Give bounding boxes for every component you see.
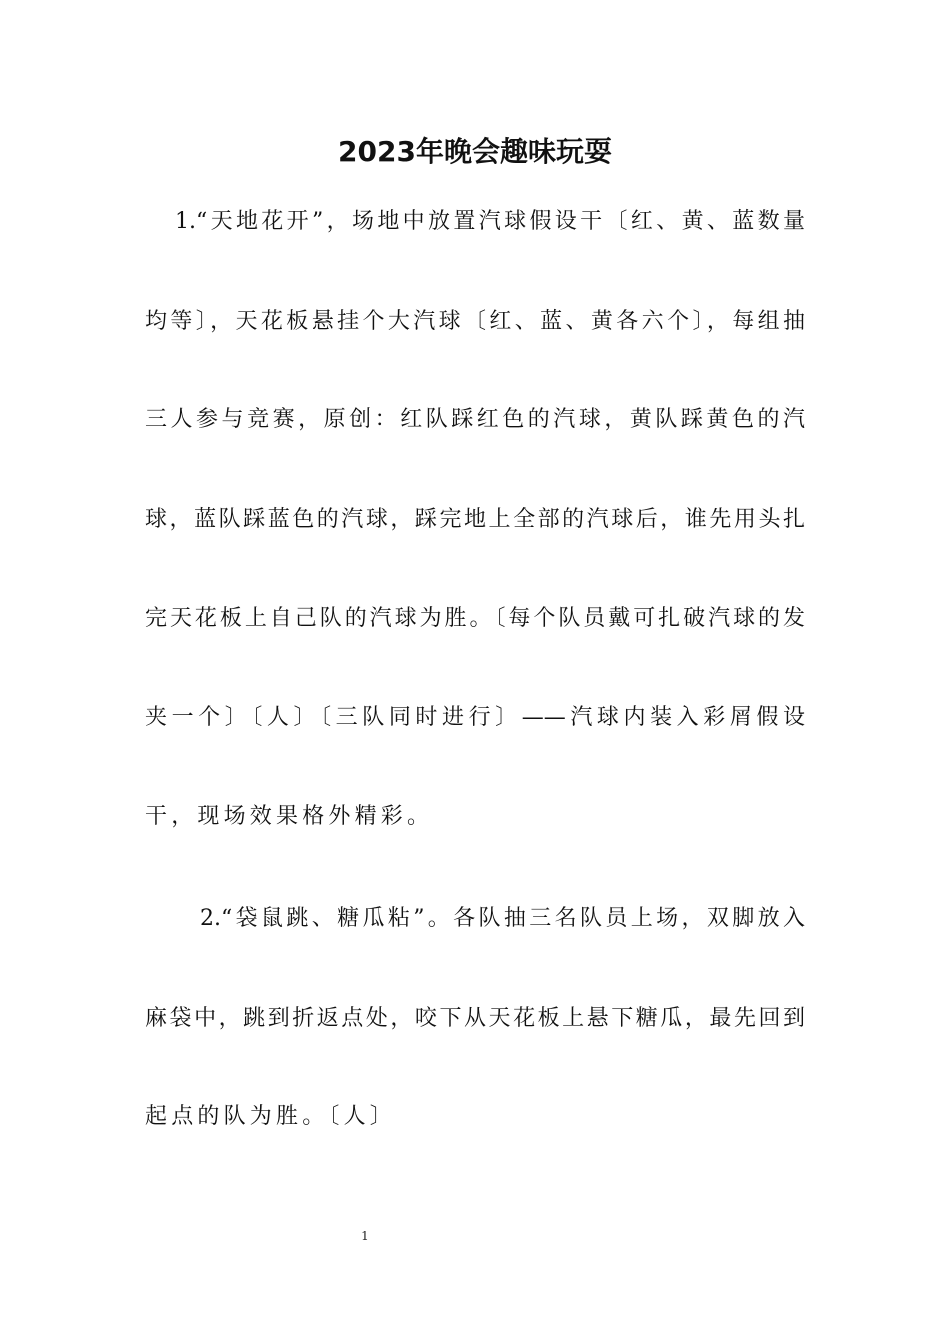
paragraph-1-line-2: 均等〕，天花板悬挂个大汽球〔红、蓝、黄各六个〕，每组抽	[145, 309, 805, 334]
paragraph-2-line-1: 2.“袋鼠跳、糖瓜粘”。各队抽三名队员上场，双脚放入	[200, 906, 805, 931]
paragraph-1-line-6: 夹一个〕〔人〕〔三队同时进行〕——汽球内装入彩屑假设	[145, 705, 805, 730]
paragraph-1-line-4: 球，蓝队踩蓝色的汽球，踩完地上全部的汽球后，谁先用头扎	[145, 507, 805, 532]
paragraph-1-line-7: 干，现场效果格外精彩。	[145, 804, 434, 829]
paragraph-2-line-2: 麻袋中，跳到折返点处，咬下从天花板上悬下糖瓜，最先回到	[145, 1006, 805, 1031]
paragraph-2-line-3: 起点的队为胜。〔人〕	[145, 1104, 397, 1129]
document-title: 2023年晚会趣味玩耍	[338, 135, 612, 168]
page-number: 1	[361, 1229, 369, 1243]
paragraph-1-line-5: 完天花板上自己队的汽球为胜。〔每个队员戴可扎破汽球的发	[145, 606, 805, 631]
paragraph-1-line-3: 三人参与竞赛，原创：红队踩红色的汽球，黄队踩黄色的汽	[145, 407, 805, 432]
paragraph-1-line-1: 1.“天地花开”，场地中放置汽球假设干〔红、黄、蓝数量	[175, 209, 805, 234]
